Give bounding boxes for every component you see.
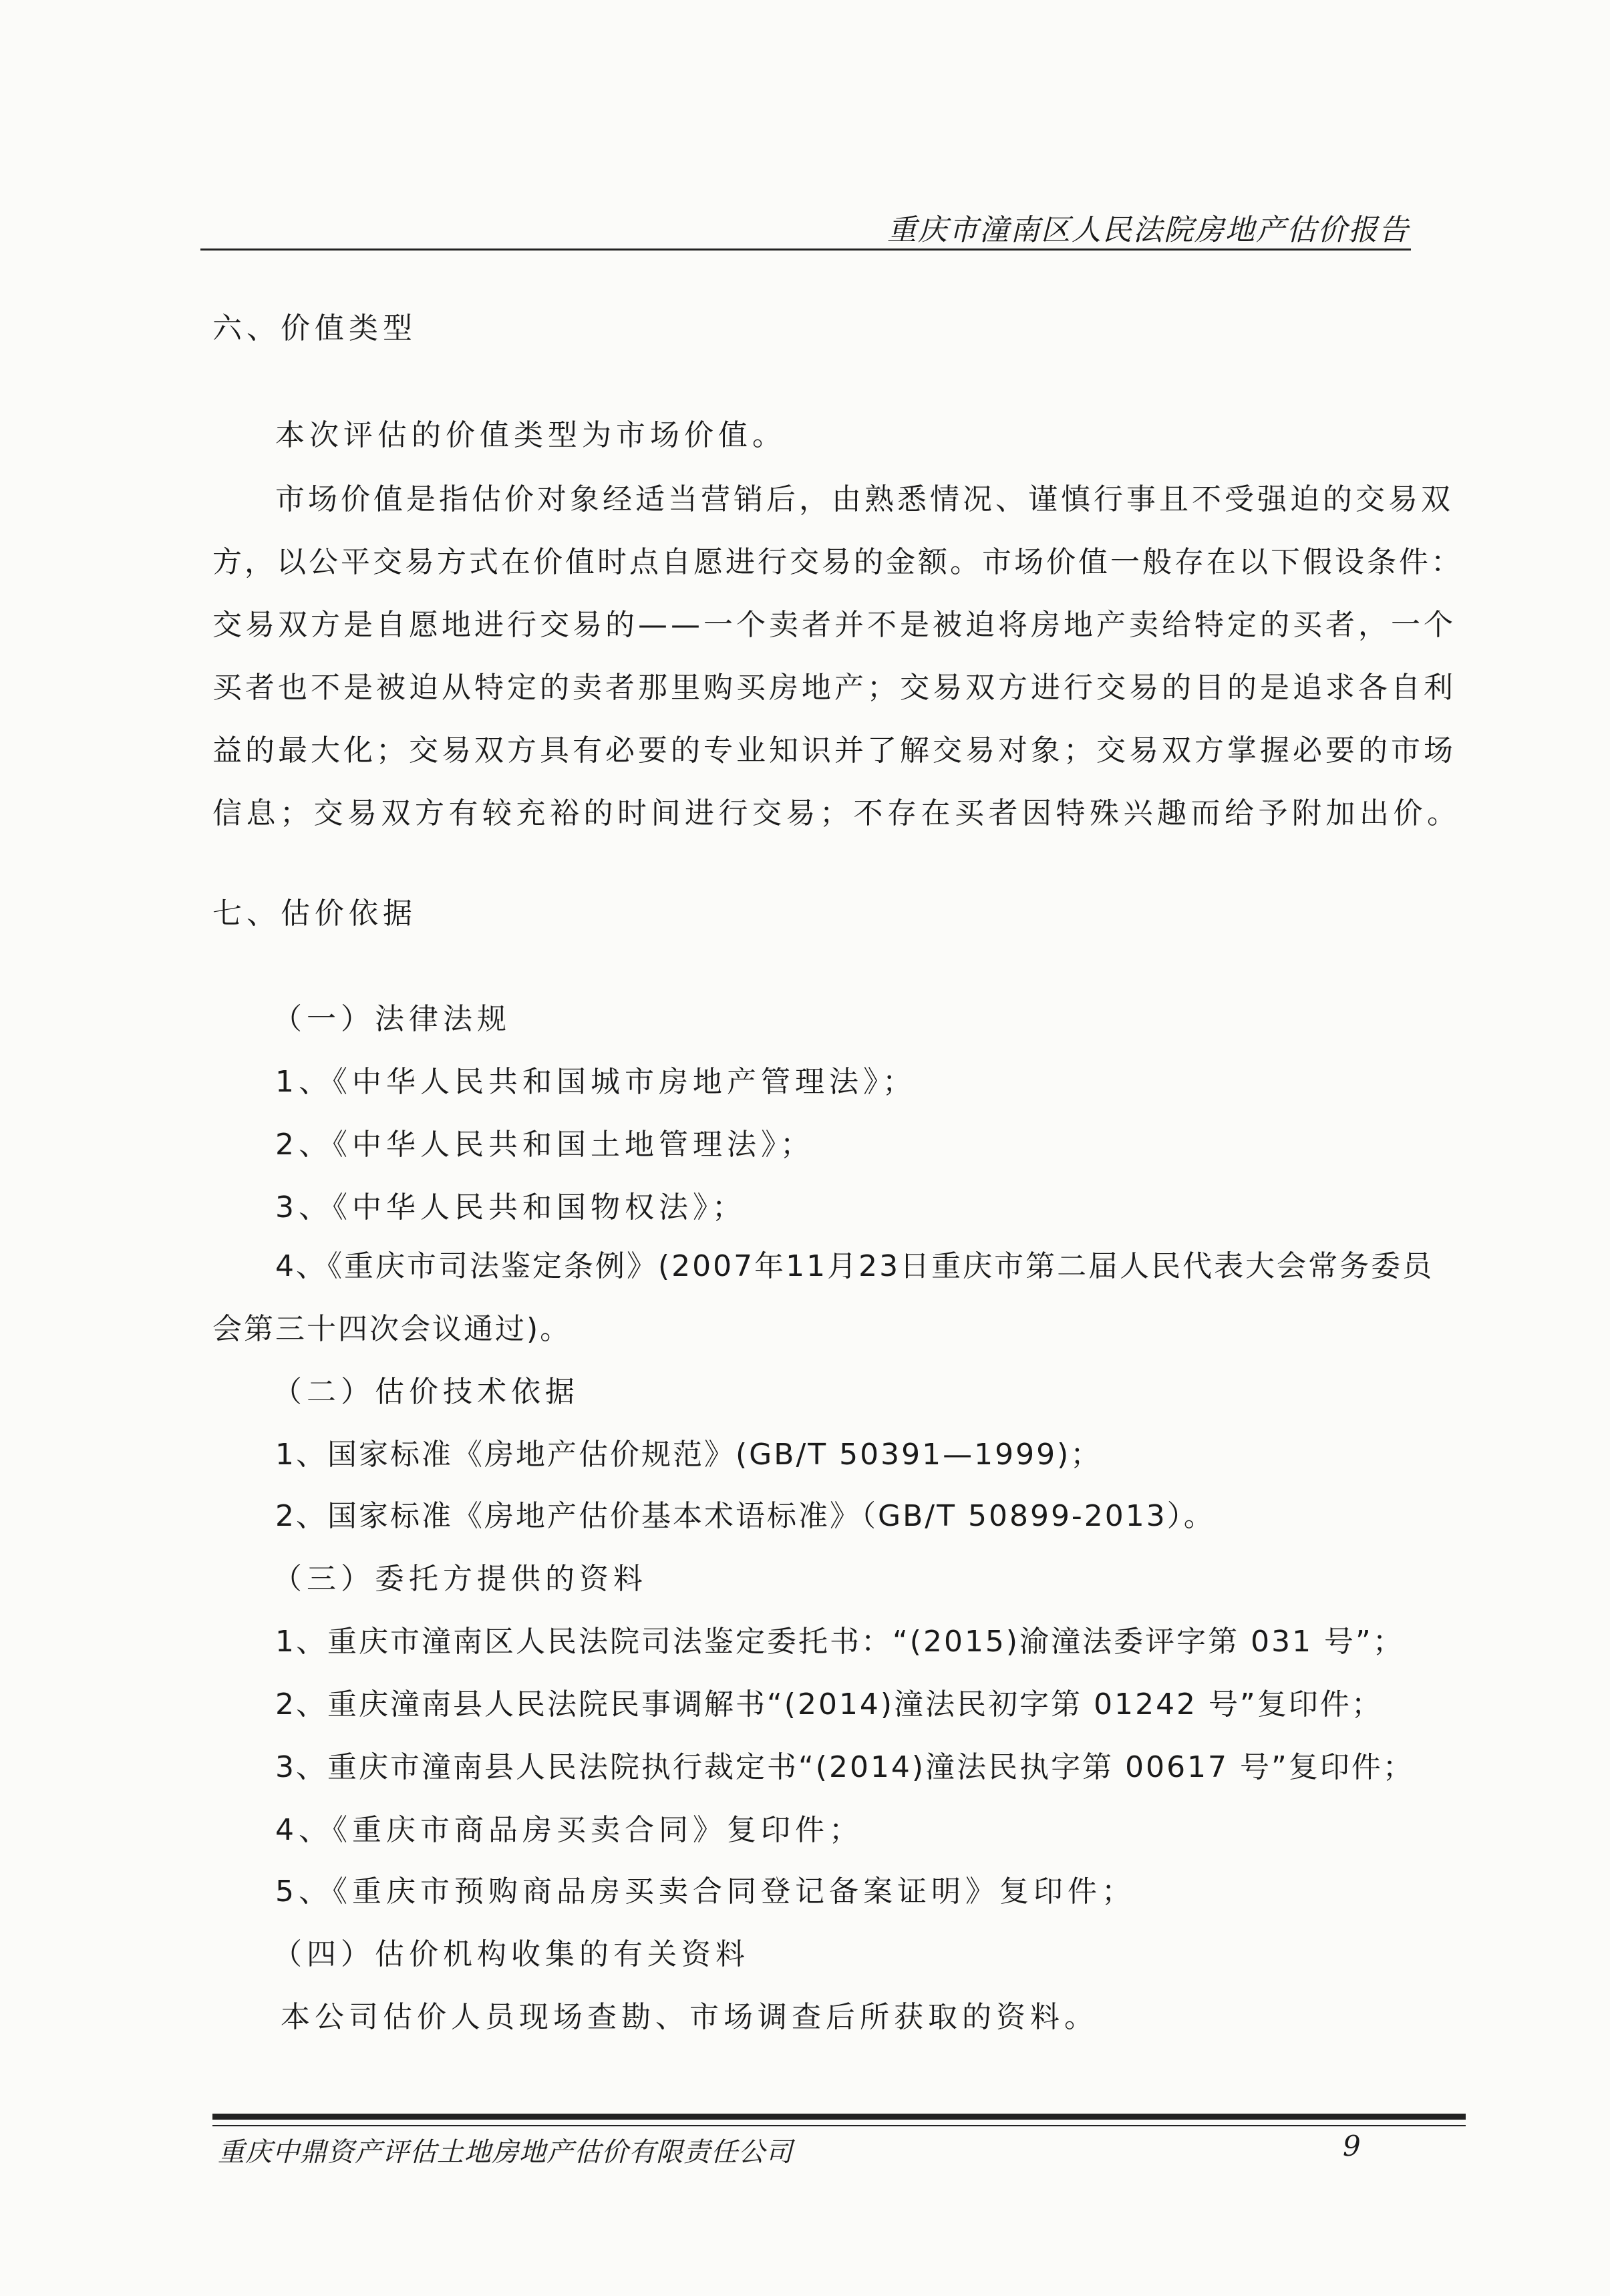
paragraph-line: 信息；交易双方有较充裕的时间进行交易；不存在买者因特殊兴趣而给予附加出价。 [212, 796, 1461, 830]
paragraph-line: 本公司估价人员现场查勘、市场调查后所获取的资料。 [281, 2000, 1098, 2034]
paragraph-line: 方，以公平交易方式在价值时点自愿进行交易的金额。市场价值一般存在以下假设条件： [212, 545, 1463, 579]
list-item: 2、国家标准《房地产估价基本术语标准》（GB/T 50899-2013）。 [275, 1499, 1215, 1533]
list-item-continuation: 会第三十四次会议通过)。 [212, 1312, 572, 1346]
section-6-heading: 六、价值类型 [212, 311, 417, 345]
list-item: 4、《重庆市司法鉴定条例》(2007年11月23日重庆市第二届人民代表大会常务委员 [275, 1249, 1434, 1283]
footer-rule [212, 2125, 1466, 2126]
footer-company: 重庆中鼎资产评估土地房地产估价有限责任公司 [218, 2137, 793, 2168]
footer-rule [212, 2114, 1466, 2120]
header-rule [200, 249, 1411, 251]
list-item: 2、《中华人民共和国土地管理法》； [275, 1128, 814, 1162]
paragraph-line: 本次评估的价值类型为市场价值。 [275, 418, 786, 452]
list-item: 1、国家标准《房地产估价规范》(GB/T 50391—1999)； [275, 1438, 1102, 1472]
paragraph-line: 交易双方是自愿地进行交易的——一个卖者并不是被迫将房地产卖给特定的买者，一个 [212, 608, 1456, 642]
list-item: 2、重庆潼南县人民法院民事调解书“(2014)潼法民初字第 01242 号”复印件； [275, 1687, 1383, 1721]
list-item: 5、《重庆市预购商品房买卖合同登记备案证明》复印件； [275, 1874, 1136, 1909]
list-item: 3、《中华人民共和国物权法》； [275, 1190, 746, 1224]
subsection-heading: （三）委托方提供的资料 [273, 1562, 647, 1596]
list-item: 3、重庆市潼南县人民法院执行裁定书“(2014)潼法民执字第 00617 号”复印件； [275, 1750, 1414, 1784]
list-item: 4、《重庆市商品房买卖合同》复印件； [275, 1813, 863, 1847]
paragraph-line: 益的最大化；交易双方具有必要的专业知识并了解交易对象；交易双方掌握必要的市场 [212, 733, 1456, 768]
paragraph-line: 买者也不是被迫从特定的卖者那里购买房地产；交易双方进行交易的目的是追求各自利 [212, 671, 1456, 705]
list-item: 1、《中华人民共和国城市房地产管理法》； [275, 1065, 917, 1099]
paragraph-line: 市场价值是指估价对象经适当营销后，由熟悉情况、谨慎行事且不受强迫的交易双 [275, 482, 1454, 516]
page-number: 9 [1343, 2130, 1361, 2162]
page-header-title: 重庆市潼南区人民法院房地产估价报告 [887, 213, 1410, 247]
subsection-heading: （一）法律法规 [273, 1002, 511, 1036]
section-7-heading: 七、估价依据 [212, 896, 417, 931]
subsection-heading: （四）估价机构收集的有关资料 [273, 1937, 750, 1971]
list-item: 1、重庆市潼南区人民法院司法鉴定委托书：“(2015)渝潼法委评字第 031 号”； [275, 1625, 1404, 1659]
subsection-heading: （二）估价技术依据 [273, 1375, 579, 1409]
